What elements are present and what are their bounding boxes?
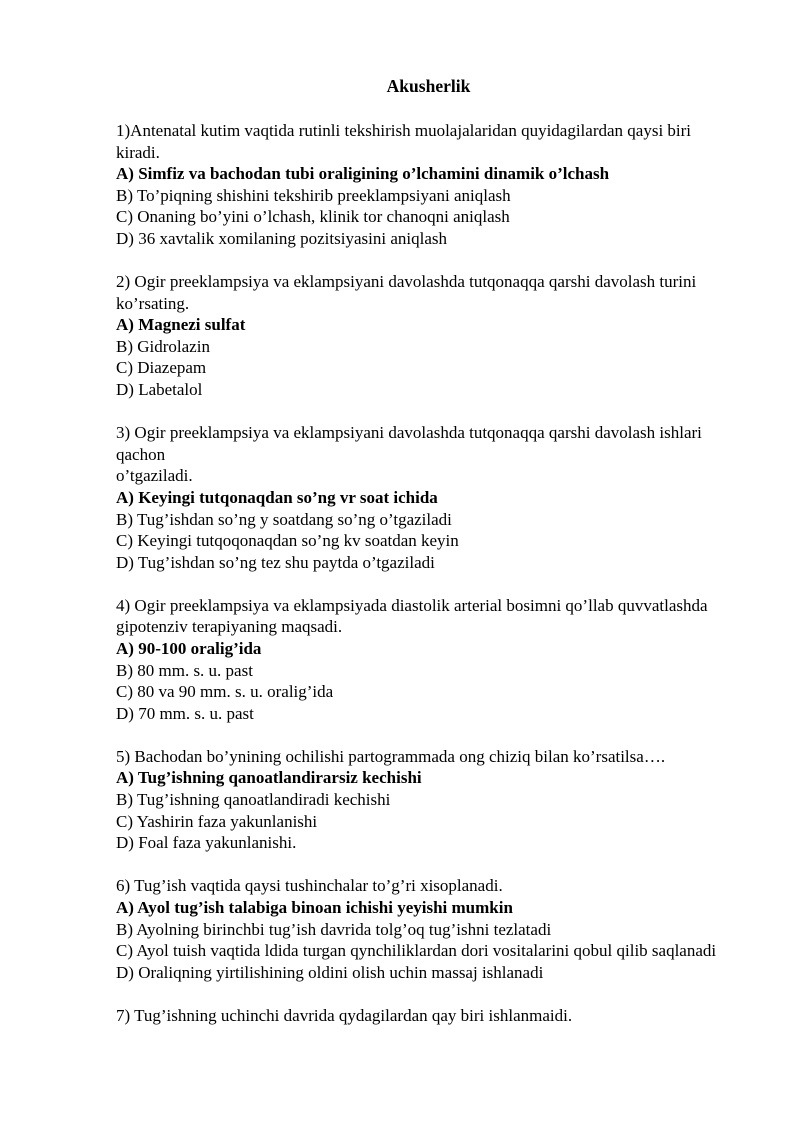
question-block: [116, 1005, 728, 1027]
correct-answer-option: A) Ayol tug’ish talabiga binoan ichishi yeyishi mumkin: [116, 897, 513, 917]
answer-option: B) Gidrolazin: [116, 336, 210, 356]
answer-option: D) Oraliqning yirtilishining oldini olish uchin massaj ishlanadi: [116, 962, 544, 982]
answer-option: C) 80 va 90 mm. s. u. oralig’ida: [116, 682, 334, 702]
correct-answer-option: A) Magnezi sulfat: [116, 315, 246, 335]
answer-option: C) Ayol tuish vaqtida ldida turgan qynchiliklardan dori vositalarini qobul qilib saqlanadi: [116, 941, 717, 961]
correct-answer-option: A) 90-100 oralig’ida: [116, 638, 262, 658]
correct-answer-option: A) Simfiz va bachodan tubi oraligining o’lchamini dinamik o’lchash: [116, 164, 610, 184]
answer-option: B) Ayolning birinchbi tug’ish davrida tolg’oq tug’ishni tezlatadi: [116, 919, 552, 939]
answer-option: D) Foal faza yakunlanishi.: [116, 833, 297, 853]
question-block: [116, 595, 728, 725]
question-block: [116, 120, 728, 250]
answer-option: B) Tug’ishdan so’ng y soatdang so’ng o’tgaziladi: [116, 509, 452, 529]
question-block: [116, 746, 728, 854]
answer-option: B) Tug’ishning qanoatlandiradi kechishi: [116, 790, 391, 810]
answer-option: C) Diazepam: [116, 358, 207, 378]
question-text: 3) Ogir preeklampsiya va eklampsiyani davolashda tutqonaqqa qarshi davolash ishlari qachon: [116, 423, 702, 464]
question-text: 7) Tug’ishning uchinchi davrida qydagilardan qay biri ishlanmaidi.: [116, 1005, 573, 1025]
answer-option: D) 36 xavtalik xomilaning pozitsiyasini aniqlash: [116, 228, 447, 248]
question-text: 6) Tug’ish vaqtida qaysi tushinchalar to’g’ri xisoplanadi.: [116, 876, 503, 896]
correct-answer-option: A) Tug’ishning qanoatlandirarsiz kechishi: [116, 768, 422, 788]
answer-option: C) Yashirin faza yakunlanishi: [116, 811, 318, 831]
question-text: 4) Ogir preeklampsiya va eklampsiyada diastolik arterial bosimni qo’llab quvvatlashda gipotenziv terapiyaning maqsadi.: [116, 595, 708, 637]
question-block: [116, 271, 728, 401]
correct-answer-option: A) Keyingi tutqonaqdan so’ng vr soat ichida: [116, 487, 438, 507]
answer-option: D) Tug’ishdan so’ng tez shu paytda o’tgaziladi: [116, 552, 435, 572]
question-text: 2) Ogir preeklampsiya va eklampsiyani davolashda tutqonaqqa qarshi davolash turini ko’rsating.: [116, 272, 697, 313]
question-block: [116, 422, 728, 573]
answer-option: B) To’piqning shishini tekshirib preeklampsiyani aniqlash: [116, 185, 511, 205]
document-title: Akusherlik: [386, 76, 471, 96]
answer-option: D) Labetalol: [116, 380, 203, 400]
question-text: 5) Bachodan bo’ynining ochilishi partogrammada ong chiziq bilan ko’rsatilsa….: [116, 746, 666, 766]
answer-option: C) Keyingi tutqoqonaqdan so’ng kv soatdan keyin: [116, 531, 459, 551]
question-text: 1)Antenatal kutim vaqtida rutinli tekshirish muolajalaridan quyidagilardan qaysi biri kiradi.: [116, 121, 692, 162]
answer-option: C) Onaning bo’yini o’lchash, klinik tor chanoqni aniqlash: [116, 207, 510, 227]
question-list: [116, 120, 728, 1048]
answer-option: D) 70 mm. s. u. past: [116, 703, 254, 723]
question-block: [116, 875, 728, 983]
answer-option: B) 80 mm. s. u. past: [116, 660, 253, 680]
question-text: o’tgaziladi.: [116, 466, 193, 486]
